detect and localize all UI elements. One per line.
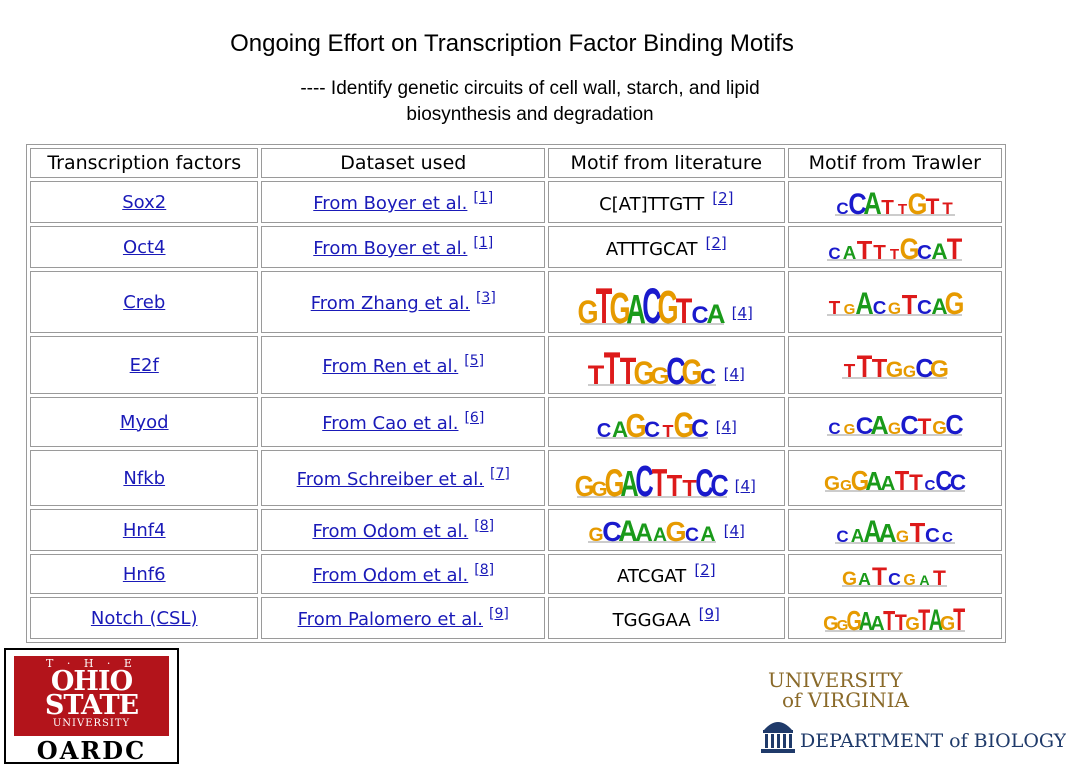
literature-ref-link[interactable]: [4] (723, 364, 745, 383)
table-header-row (30, 148, 1002, 178)
logo-letter-G: G (930, 355, 950, 383)
logo-letter-G: G (681, 352, 703, 392)
logo-letter-A: A (931, 238, 948, 264)
logo-letter-G: G (939, 612, 955, 635)
header-motif-literature: Motif from literature (548, 148, 784, 178)
trawler-sequence-logo (835, 184, 955, 222)
logo-letter-G: G (657, 280, 679, 334)
logo-letter-C: C (641, 279, 662, 334)
literature-motif-text: TGGGAA (612, 610, 691, 631)
logo-letter-C: C (915, 354, 934, 383)
logo-letter-C: C (596, 419, 611, 442)
logo-letter-T: T (872, 354, 888, 383)
logo-letter-T: T (603, 342, 620, 394)
logo-letter-T: T (894, 463, 910, 496)
dataset-cell (261, 554, 545, 594)
logo-letter-G: G (839, 476, 852, 494)
table-row (30, 509, 1002, 551)
logo-letter-A: A (634, 519, 653, 547)
logo-letter-T: T (682, 474, 697, 501)
trawler-motif-cell (788, 397, 1002, 447)
logo-letter-G: G (843, 420, 856, 438)
table-row (30, 554, 1002, 594)
tf-link[interactable]: Sox2 (122, 191, 167, 213)
logo-letter-G: G (836, 616, 849, 634)
dataset-ref-link[interactable]: [1] (473, 235, 494, 251)
logo-letter-G: G (904, 612, 920, 634)
dataset-cell (261, 397, 545, 447)
logo-letter-C: C (917, 295, 933, 319)
trawler-motif-cell (788, 509, 1002, 551)
tf-cell (30, 597, 258, 639)
logo-letter-G: G (591, 477, 608, 501)
trawler-motif-cell (788, 450, 1002, 506)
logo-letter-C: C (691, 302, 709, 329)
logo-letter-G: G (822, 612, 839, 635)
literature-logo-wrap (574, 454, 729, 506)
logo-letter-T: T (908, 469, 923, 495)
logo-letter-C: C (900, 411, 919, 440)
logo-letter-G: G (944, 285, 965, 322)
logo-letter-T: T (675, 291, 692, 331)
logo-letter-G: G (850, 463, 869, 496)
tf-cell (30, 271, 258, 333)
tf-link[interactable]: Notch (CSL) (90, 607, 198, 629)
logo-letter-T: T (662, 420, 674, 441)
dataset-link[interactable]: From Palomero et al. (297, 609, 484, 630)
literature-ref-link[interactable]: [4] (731, 303, 753, 322)
dataset-link[interactable]: From Cao et al. (322, 413, 459, 434)
trawler-sequence-logo (842, 557, 947, 591)
logo-letter-A: A (700, 522, 716, 546)
logo-letter-A: A (919, 572, 930, 589)
logo-letter-G: G (633, 355, 655, 392)
literature-motif-cell (548, 509, 784, 551)
logo-letter-C: C (709, 467, 729, 503)
header-dataset-used: Dataset used (261, 148, 545, 178)
logo-letter-T: T (909, 516, 926, 548)
dataset-ref-link[interactable]: [7] (490, 466, 510, 482)
motif-table (26, 144, 1006, 643)
tf-cell (30, 450, 258, 506)
logo-letter-C: C (917, 240, 933, 264)
logo-letter-A: A (842, 241, 857, 263)
logo-letter-G: G (650, 362, 670, 390)
osu-red-block (14, 656, 169, 736)
trawler-motif-cell (788, 226, 1002, 268)
logo-letter-G: G (903, 361, 917, 381)
dataset-cell (261, 509, 545, 551)
literature-logo-wrap (587, 340, 716, 394)
literature-ref-link[interactable]: [2] (712, 189, 734, 207)
osu-university-text: UNIVERSITY (52, 718, 131, 729)
literature-ref-link[interactable]: [4] (723, 521, 745, 540)
logo-letter-G: G (843, 300, 856, 318)
logo-letter-A: A (619, 463, 639, 504)
logo-letter-T: T (619, 349, 636, 392)
dataset-link[interactable]: From Odom et al. (312, 565, 469, 586)
logo-letter-G: G (604, 460, 625, 504)
literature-motif-cell (548, 336, 784, 394)
logo-letter-T: T (917, 413, 932, 439)
logo-letter-G: G (886, 356, 904, 382)
tf-link[interactable]: Hnf4 (122, 519, 166, 541)
literature-ref-link[interactable]: [4] (715, 417, 737, 436)
logo-letter-C: C (836, 198, 849, 218)
logo-letter-A: A (625, 287, 646, 332)
logo-letter-T: T (894, 610, 907, 635)
tf-link[interactable]: Hnf6 (122, 563, 166, 585)
trawler-motif-cell (788, 554, 1002, 594)
logo-letter-G: G (846, 605, 862, 637)
tf-cell (30, 397, 258, 447)
logo-letter-C: C (924, 476, 936, 494)
tf-cell (30, 554, 258, 594)
table-row (30, 450, 1002, 506)
literature-motif-cell (548, 271, 784, 333)
literature-ref-link[interactable]: [9] (698, 605, 720, 623)
logo-letter-A: A (878, 519, 897, 548)
logo-letter-G: G (932, 416, 948, 438)
logo-letter-C: C (690, 415, 709, 443)
logo-letter-C: C (836, 526, 849, 546)
tf-link[interactable]: Myod (119, 411, 169, 433)
trawler-motif-cell (788, 271, 1002, 333)
dataset-ref-link[interactable]: [8] (474, 518, 495, 534)
rotunda-icon (760, 712, 796, 754)
logo-letter-T: T (666, 467, 682, 503)
logo-letter-T: T (897, 200, 907, 218)
logo-letter-G: G (823, 471, 840, 495)
logo-letter-T: T (882, 605, 895, 637)
osu-ohio-text: OHIO (50, 666, 133, 697)
osu-oardc-text: OARDC (36, 736, 147, 765)
dataset-link[interactable]: From Schreiber et al. (296, 469, 485, 490)
dataset-ref-link[interactable]: [6] (464, 410, 485, 426)
tf-link[interactable]: Creb (123, 291, 166, 313)
literature-motif-cell (548, 397, 784, 447)
logo-letter-A: A (850, 524, 865, 546)
tf-cell (30, 226, 258, 268)
trawler-sequence-logo (827, 404, 964, 440)
slide-subtitle: ---- Identify genetic circuits of cell wall, starch, and lipid biosynthesis and degradation (300, 78, 760, 125)
logo-letter-G: G (625, 407, 647, 445)
logo-letter-T: T (829, 296, 841, 318)
logo-letter-A: A (870, 612, 885, 635)
trawler-sequence-logo (835, 512, 955, 550)
dataset-cell (261, 226, 545, 268)
logo-letter-G: G (888, 418, 902, 438)
literature-motif-cell (548, 226, 784, 268)
uva-university-text: UNIVERSITY (768, 668, 903, 692)
dataset-link[interactable]: From Ren et al. (322, 356, 459, 377)
trawler-sequence-logo (827, 229, 963, 265)
dataset-ref-link[interactable]: [5] (464, 353, 485, 369)
literature-logo-wrap (577, 275, 726, 334)
dataset-link[interactable]: From Odom et al. (312, 521, 469, 542)
logo-letter-C: C (828, 418, 841, 438)
dataset-link[interactable]: From Zhang et al. (310, 293, 470, 314)
literature-motif-text: ATCGAT (617, 566, 687, 587)
logo-letter-G: G (665, 515, 687, 547)
logo-letter-T: T (902, 288, 918, 320)
trawler-motif-cell (788, 336, 1002, 394)
literature-logo-wrap (596, 401, 709, 445)
literature-motif-cell (548, 554, 784, 594)
literature-sequence-logo (588, 513, 716, 548)
logo-letter-A: A (706, 298, 726, 329)
dataset-ref-link[interactable]: [8] (474, 562, 495, 578)
logo-letter-G: G (899, 231, 920, 265)
dataset-ref-link[interactable]: [3] (475, 290, 496, 306)
logo-letter-C: C (828, 243, 841, 263)
trawler-sequence-logo (823, 460, 966, 496)
logo-letter-C: C (935, 463, 953, 496)
literature-sequence-logo (596, 401, 709, 445)
logo-letter-A: A (855, 285, 874, 322)
dataset-link[interactable]: From Boyer et al. (313, 238, 468, 259)
logo-letter-G: G (895, 526, 909, 546)
literature-sequence-logo (577, 275, 726, 334)
trawler-motif-cell (788, 181, 1002, 223)
logo-letter-A: A (880, 471, 896, 495)
logo-letter-C: C (855, 412, 874, 440)
literature-ref-link[interactable]: [2] (694, 561, 716, 579)
literature-motif-cell (548, 181, 784, 223)
logo-letter-C: C (941, 528, 953, 546)
table-row (30, 336, 1002, 394)
dataset-cell (261, 597, 545, 639)
logo-letter-T: T (952, 600, 965, 637)
logo-letter-A: A (928, 603, 943, 637)
logo-letter-G: G (588, 523, 604, 546)
tf-cell (30, 336, 258, 394)
logo-letter-C: C (699, 363, 716, 389)
logo-letter-A: A (865, 466, 883, 496)
trawler-sequence-logo (827, 284, 965, 322)
logo-letter-T: T (880, 195, 894, 219)
ohio-state-oardc-logo (4, 648, 179, 764)
logo-letter-G: G (907, 186, 928, 220)
logo-letter-T: T (890, 245, 900, 263)
dataset-cell (261, 271, 545, 333)
logo-letter-C: C (848, 186, 867, 220)
logo-letter-C: C (694, 460, 714, 504)
slide-title: Ongoing Effort on Transcription Factor Binding Motifs (230, 30, 794, 57)
literature-motif-cell (548, 450, 784, 506)
table-row (30, 597, 1002, 639)
logo-letter-A: A (617, 514, 638, 548)
dataset-cell (261, 181, 545, 223)
logo-letter-T: T (947, 231, 963, 265)
literature-motif-text: ATTTGCAT (605, 239, 698, 260)
tf-link[interactable]: Oct4 (122, 236, 166, 258)
logo-letter-T: T (942, 198, 953, 218)
literature-motif-cell (548, 597, 784, 639)
logo-letter-A: A (611, 416, 628, 442)
dataset-cell (261, 336, 545, 394)
logo-letter-G: G (903, 571, 916, 589)
logo-letter-T: T (873, 240, 887, 264)
logo-letter-G: G (673, 403, 695, 445)
logo-letter-G: G (609, 282, 631, 333)
logo-letter-C: C (949, 469, 966, 495)
tf-link[interactable]: E2f (129, 354, 159, 376)
logo-letter-G: G (577, 294, 599, 331)
dataset-link[interactable]: From Boyer et al. (313, 193, 468, 214)
logo-letter-C: C (945, 408, 964, 440)
trawler-sequence-logo (822, 600, 965, 637)
logo-letter-C: C (643, 416, 660, 442)
uva-virginia-text: of VIRGINIA (782, 688, 909, 712)
uva-department-text: DEPARTMENT of BIOLOGY (800, 730, 1066, 752)
literature-motif-text: C[AT]TTGTT (599, 194, 705, 215)
logo-letter-T: T (587, 359, 604, 390)
logo-letter-A: A (858, 568, 872, 589)
logo-letter-T: T (595, 279, 612, 334)
tf-link[interactable]: Nfkb (123, 467, 166, 489)
dataset-cell (261, 450, 545, 506)
dataset-ref-link[interactable]: [1] (473, 190, 494, 206)
literature-sequence-logo (587, 340, 716, 394)
logo-letter-T: T (857, 236, 873, 265)
logo-letter-A: A (858, 605, 873, 636)
logo-letter-C: C (665, 349, 686, 392)
table-row (30, 271, 1002, 333)
logo-letter-G: G (842, 567, 858, 590)
logo-letter-T: T (844, 359, 856, 381)
logo-letter-T: T (872, 563, 888, 591)
dataset-ref-link[interactable]: [9] (489, 606, 509, 622)
literature-logo-wrap (588, 513, 716, 548)
logo-letter-G: G (574, 470, 595, 502)
table-row (30, 397, 1002, 447)
logo-letter-C: C (888, 568, 902, 589)
table-row (30, 181, 1002, 223)
osu-state-text: STATE (44, 690, 139, 721)
uva-biology-logo (760, 668, 1066, 764)
logo-letter-T: T (917, 603, 930, 637)
logo-letter-T: T (857, 348, 873, 385)
logo-letter-A: A (652, 523, 667, 546)
literature-ref-link[interactable]: [4] (734, 476, 756, 495)
logo-letter-T: T (933, 566, 947, 590)
table-row (30, 226, 1002, 268)
logo-letter-G: G (888, 298, 902, 318)
logo-letter-C: C (634, 456, 654, 506)
tf-cell (30, 181, 258, 223)
logo-letter-C: C (924, 523, 940, 547)
trawler-motif-cell (788, 597, 1002, 639)
logo-letter-C: C (872, 296, 887, 318)
logo-letter-C: C (684, 523, 699, 546)
logo-letter-T: T (925, 193, 940, 219)
osu-the-text: T · H · E (46, 657, 137, 670)
header-motif-trawler: Motif from Trawler (788, 148, 1002, 178)
tf-cell (30, 509, 258, 551)
logo-letter-C: C (601, 515, 622, 547)
logo-letter-A: A (870, 411, 889, 440)
header-transcription-factors: Transcription factors (30, 148, 258, 178)
logo-letter-A: A (931, 293, 948, 319)
logo-letter-A: A (863, 513, 882, 550)
logo-letter-A: A (863, 185, 882, 222)
trawler-sequence-logo (842, 347, 950, 385)
literature-ref-link[interactable]: [2] (705, 234, 727, 252)
literature-sequence-logo (574, 454, 729, 506)
logo-letter-T: T (651, 460, 667, 504)
